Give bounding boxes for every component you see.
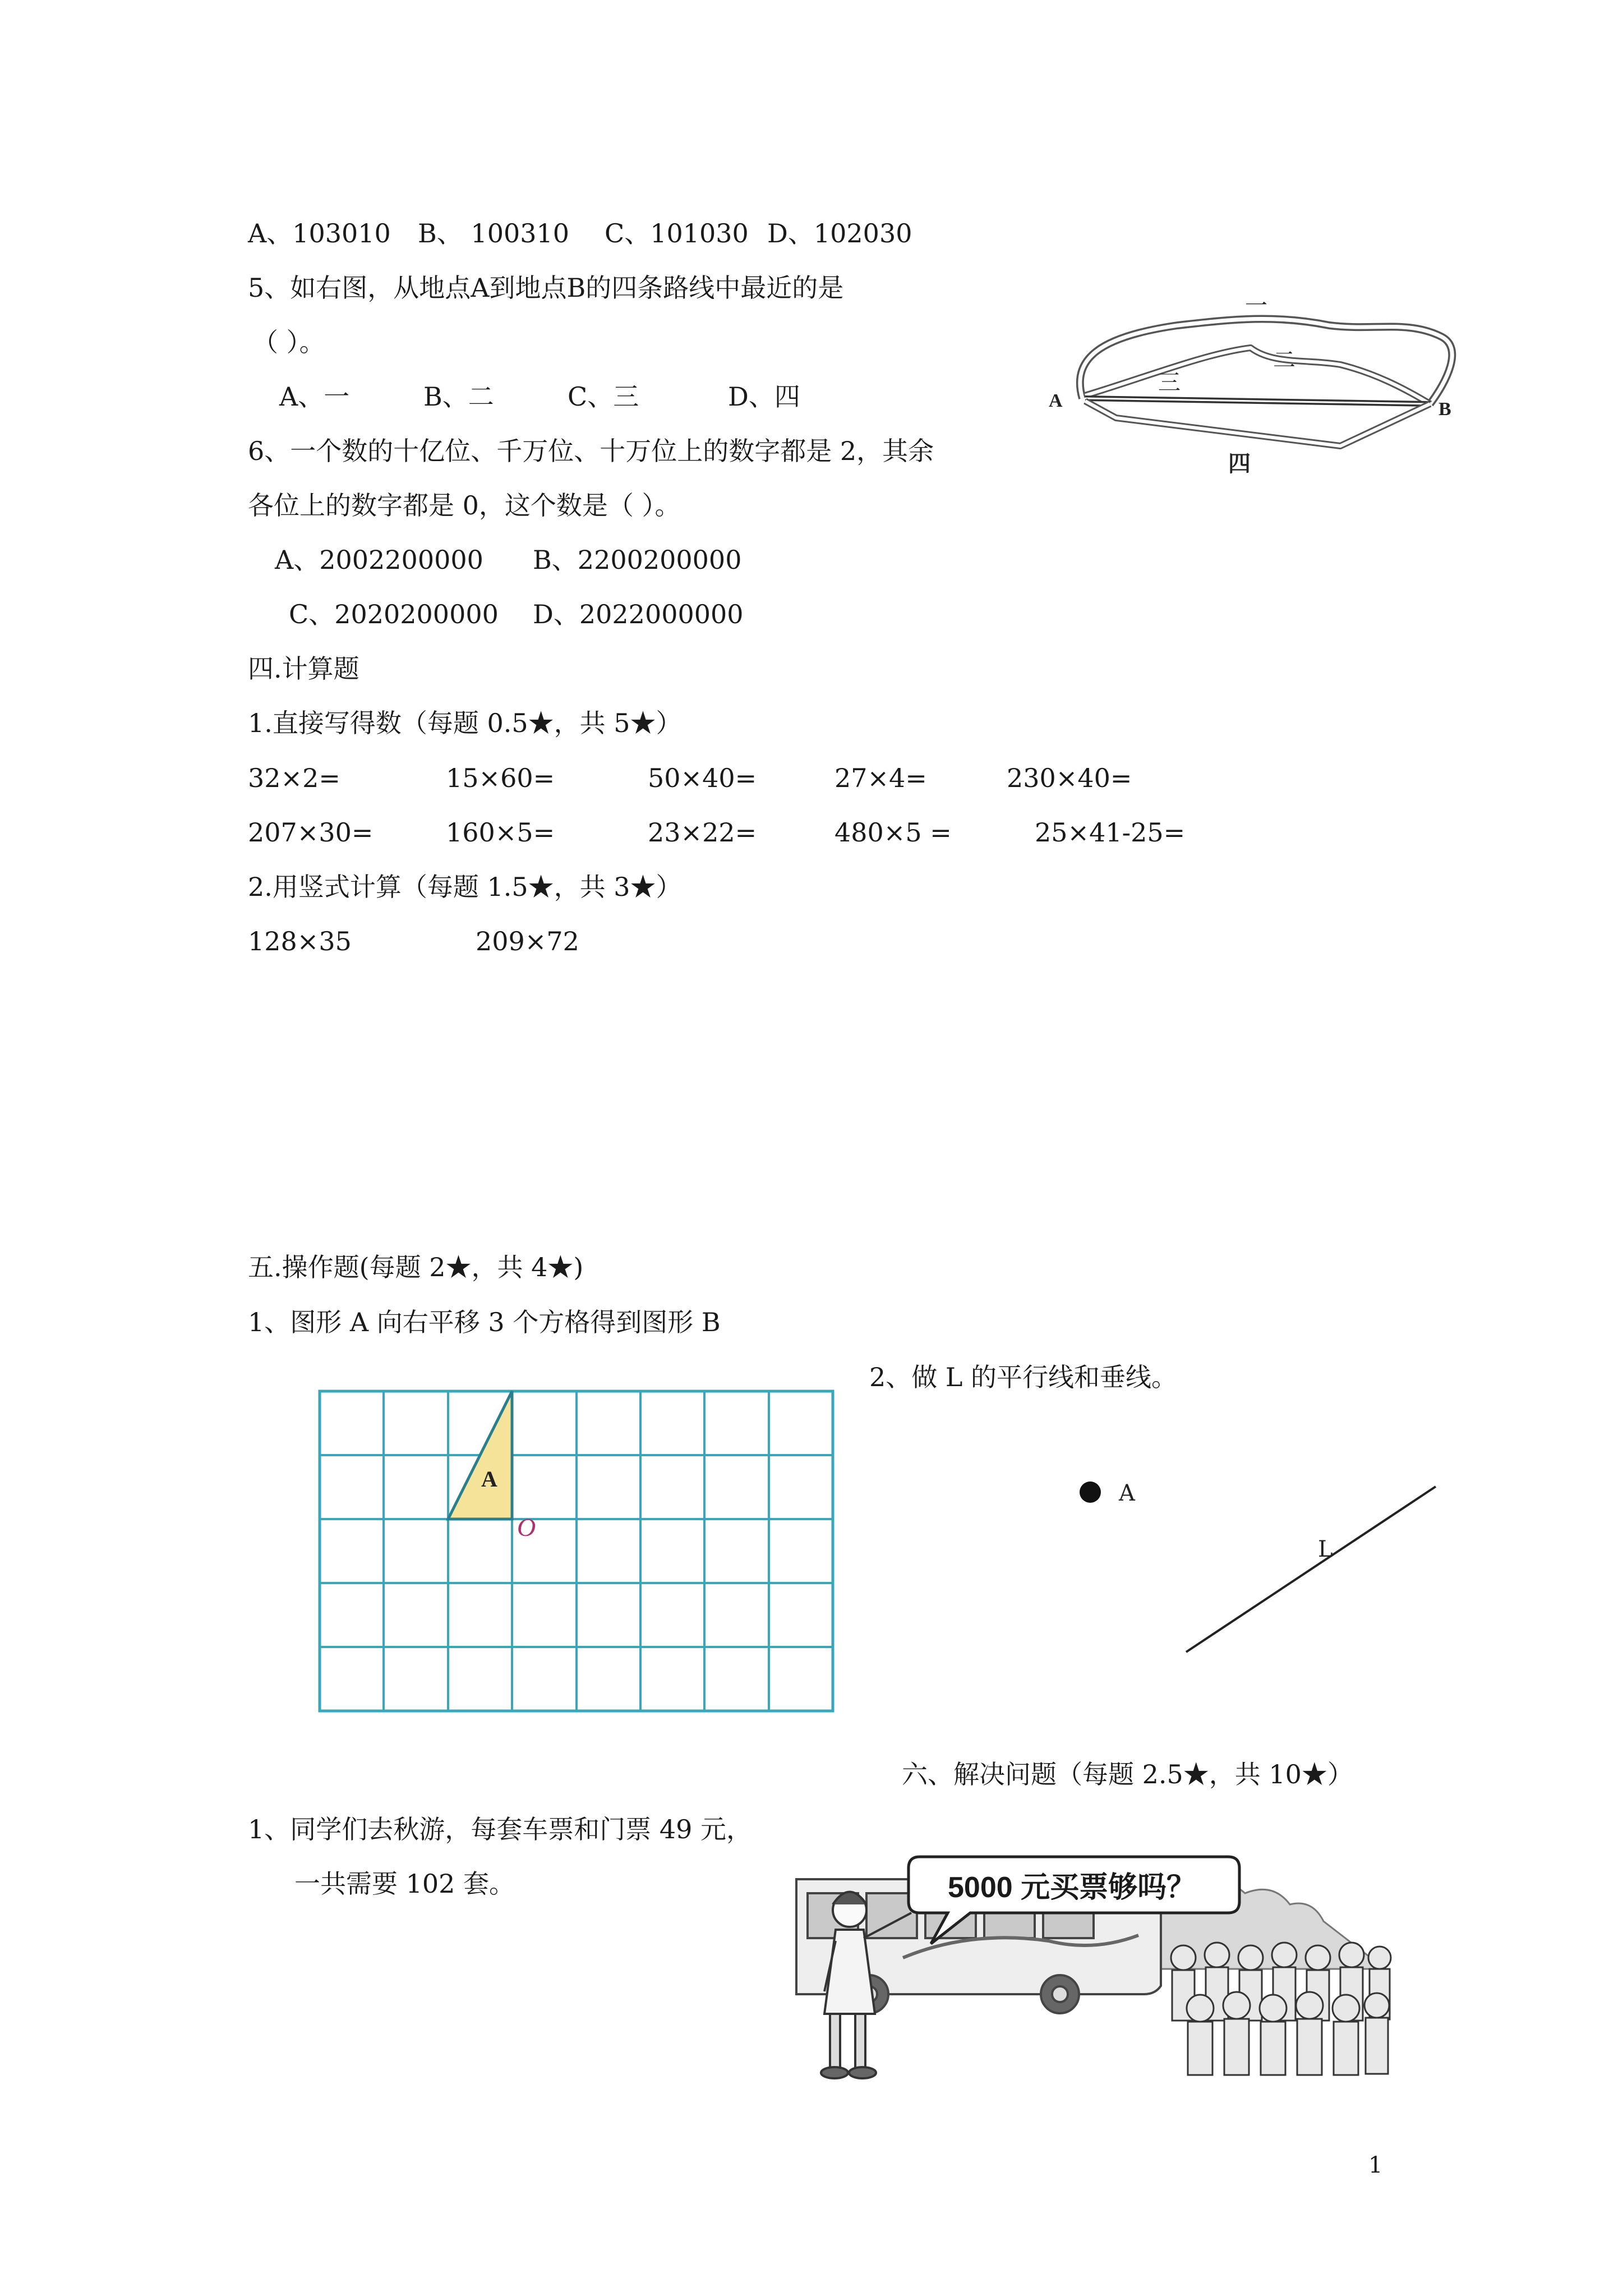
point-a-label: A [1049,390,1063,411]
q6-option-c: C、2020200000 [289,599,499,629]
q4-option-c: C、101030 [605,218,749,249]
q4-option-d: D、102030 [767,218,912,249]
section4-title: 四.计算题 [248,654,359,684]
route-one [1080,319,1453,404]
calc-item: 23×22= [648,817,757,848]
q6-option-b: B、2200200000 [533,545,742,575]
route-four-label: 四 [1228,450,1251,477]
calc-item: 32×2= [248,763,340,793]
q5-question: 5、如右图，从地点A到地点B的四条路线中最近的是 [248,273,844,303]
shape-a-label: A [481,1466,497,1492]
section6-q1-line2: 一共需要 102 套。 [294,1869,515,1899]
section5-q2: 2、做 L 的平行线和垂线。 [869,1362,1178,1392]
route-four [1085,401,1430,446]
section5-title: 五.操作题(每题 2★，共 4★) [248,1252,584,1282]
q5-option-d: D、四 [728,381,800,412]
q6-question-line1: 6、一个数的十亿位、千万位、十万位上的数字都是 2，其余 [248,436,934,466]
translation-grid [314,1386,852,1733]
calc-item: 230×40= [1007,763,1132,793]
route-figure [1038,292,1458,482]
section5-q1: 1、图形 A 向右平移 3 个方格得到图形 B [248,1307,721,1337]
calc-item: 207×30= [248,817,374,848]
point-a-label: A [1119,1480,1135,1506]
section4-part2-title: 2.用竖式计算（每题 1.5★，共 3★） [248,872,682,902]
calc-item: 50×40= [648,763,757,793]
q6-option-a: A、2002200000 [275,545,483,575]
page-number: 1 [1368,2152,1383,2178]
calc-item: 27×4= [834,763,927,793]
calc-item: 25×41-25= [1035,817,1186,848]
section4-part1-title: 1.直接写得数（每题 0.5★，共 5★） [248,708,682,738]
vertical-calc-item: 128×35 [248,926,352,956]
calc-item: 480×5 = [834,817,952,848]
q5-option-c: C、三 [568,381,639,412]
q5-option-a: A、一 [279,381,350,412]
route-three-label: 三 [1158,370,1181,395]
line-l [1186,1487,1436,1652]
speech-bubble-text: 5000 元买票够吗？ [948,1871,1196,1904]
q6-question-line2: 各位上的数字都是 0，这个数是（ ）。 [248,490,681,521]
calc-item: 160×5= [446,817,555,848]
line-l-label: L [1318,1536,1333,1562]
vertical-calc-item: 209×72 [476,926,579,956]
q4-option-a: A、103010 [248,218,391,249]
point-o-label: O [517,1513,536,1542]
q5-answer-blank: （ ）。 [252,327,325,357]
calc-item: 15×60= [446,763,555,793]
route-one-label: 一 [1245,293,1267,319]
section6-q1-line1: 1、同学们去秋游，每套车票和门票 49 元， [248,1814,753,1844]
section6-title: 六、解决问题（每题 2.5★，共 10★） [902,1759,1353,1789]
point-a-dot [1080,1481,1101,1503]
q5-option-b: B、二 [423,381,494,412]
point-b-label: B [1438,399,1451,420]
route-two-label: 二 [1273,347,1295,373]
line-l-figure [1066,1458,1458,1660]
q4-option-b: B、 100310 [418,218,570,249]
q6-option-d: D、2022000000 [533,599,744,629]
